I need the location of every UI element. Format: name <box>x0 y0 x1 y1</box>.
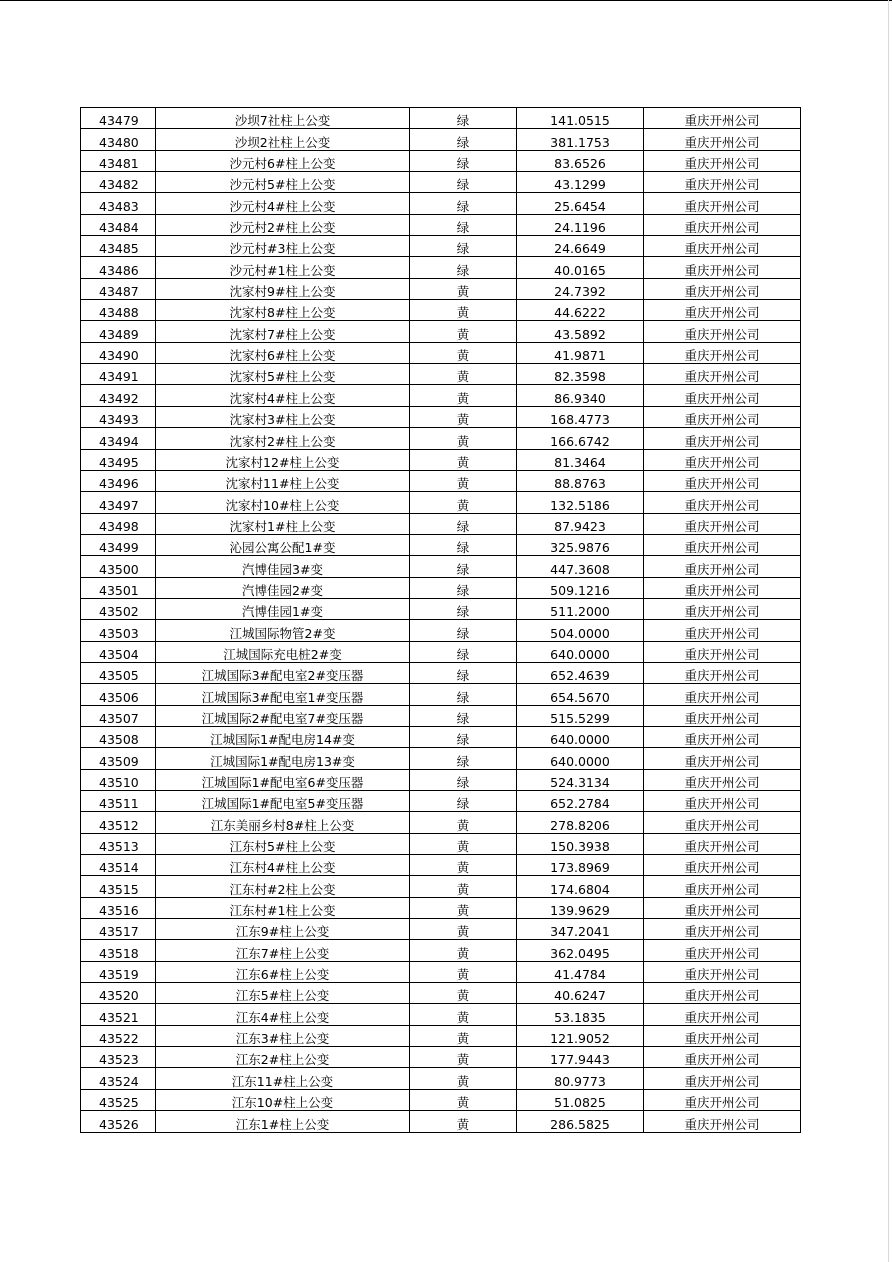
table-row <box>81 534 801 555</box>
company-cell: 重庆开州公司 <box>644 1004 801 1025</box>
table-row <box>81 812 801 833</box>
table-row <box>81 1068 801 1089</box>
row-id-cell: 43495 <box>81 449 156 470</box>
table-row <box>81 876 801 897</box>
name-cell: 沈家村7#柱上公变 <box>156 321 410 342</box>
row-id-cell: 43498 <box>81 513 156 534</box>
row-id-cell: 43510 <box>81 769 156 790</box>
value-cell: 53.1835 <box>517 1004 644 1025</box>
value-cell: 381.1753 <box>517 129 644 150</box>
status-cell: 绿 <box>410 705 517 726</box>
company-cell: 重庆开州公司 <box>644 983 801 1004</box>
row-id-cell: 43499 <box>81 534 156 555</box>
company-cell: 重庆开州公司 <box>644 150 801 171</box>
name-cell: 江东11#柱上公变 <box>156 1068 410 1089</box>
table-row <box>81 556 801 577</box>
name-cell: 江东10#柱上公变 <box>156 1089 410 1110</box>
value-cell: 83.6526 <box>517 150 644 171</box>
value-cell: 80.9773 <box>517 1068 644 1089</box>
company-cell: 重庆开州公司 <box>644 855 801 876</box>
company-cell: 重庆开州公司 <box>644 791 801 812</box>
status-cell: 黄 <box>410 428 517 449</box>
table-row <box>81 300 801 321</box>
value-cell: 141.0515 <box>517 108 644 129</box>
name-cell: 沙坝7社柱上公变 <box>156 108 410 129</box>
row-id-cell: 43484 <box>81 214 156 235</box>
company-cell: 重庆开州公司 <box>644 214 801 235</box>
table-row <box>81 342 801 363</box>
value-cell: 24.1196 <box>517 214 644 235</box>
name-cell: 江东美丽乡村8#柱上公变 <box>156 812 410 833</box>
name-cell: 沈家村3#柱上公变 <box>156 406 410 427</box>
row-id-cell: 43483 <box>81 193 156 214</box>
name-cell: 沈家村6#柱上公变 <box>156 342 410 363</box>
company-cell: 重庆开州公司 <box>644 278 801 299</box>
row-id-cell: 43518 <box>81 940 156 961</box>
value-cell: 81.3464 <box>517 449 644 470</box>
row-id-cell: 43490 <box>81 342 156 363</box>
table-row <box>81 492 801 513</box>
name-cell: 沙元村#3柱上公变 <box>156 236 410 257</box>
name-cell: 沈家村10#柱上公变 <box>156 492 410 513</box>
status-cell: 绿 <box>410 172 517 193</box>
row-id-cell: 43488 <box>81 300 156 321</box>
value-cell: 25.6454 <box>517 193 644 214</box>
name-cell: 江东4#柱上公变 <box>156 1004 410 1025</box>
row-id-cell: 43523 <box>81 1047 156 1068</box>
row-id-cell: 43481 <box>81 150 156 171</box>
company-cell: 重庆开州公司 <box>644 748 801 769</box>
name-cell: 沈家村5#柱上公变 <box>156 364 410 385</box>
row-id-cell: 43503 <box>81 620 156 641</box>
status-cell: 黄 <box>410 1004 517 1025</box>
value-cell: 640.0000 <box>517 641 644 662</box>
table-row <box>81 919 801 940</box>
table-row <box>81 1047 801 1068</box>
company-cell: 重庆开州公司 <box>644 1111 801 1132</box>
company-cell: 重庆开州公司 <box>644 577 801 598</box>
status-cell: 黄 <box>410 1089 517 1110</box>
company-cell: 重庆开州公司 <box>644 385 801 406</box>
value-cell: 652.4639 <box>517 662 644 683</box>
row-id-cell: 43525 <box>81 1089 156 1110</box>
value-cell: 347.2041 <box>517 919 644 940</box>
row-id-cell: 43516 <box>81 897 156 918</box>
table-row <box>81 833 801 854</box>
value-cell: 88.8763 <box>517 470 644 491</box>
name-cell: 江城国际3#配电室2#变压器 <box>156 662 410 683</box>
name-cell: 沙坝2社柱上公变 <box>156 129 410 150</box>
name-cell: 江东5#柱上公变 <box>156 983 410 1004</box>
name-cell: 江城国际物管2#变 <box>156 620 410 641</box>
status-cell: 黄 <box>410 983 517 1004</box>
row-id-cell: 43480 <box>81 129 156 150</box>
row-id-cell: 43482 <box>81 172 156 193</box>
company-cell: 重庆开州公司 <box>644 876 801 897</box>
table-row <box>81 193 801 214</box>
company-cell: 重庆开州公司 <box>644 193 801 214</box>
value-cell: 87.9423 <box>517 513 644 534</box>
company-cell: 重庆开州公司 <box>644 1089 801 1110</box>
table-row <box>81 321 801 342</box>
value-cell: 278.8206 <box>517 812 644 833</box>
value-cell: 325.9876 <box>517 534 644 555</box>
company-cell: 重庆开州公司 <box>644 513 801 534</box>
table-row <box>81 940 801 961</box>
status-cell: 绿 <box>410 513 517 534</box>
name-cell: 沈家村2#柱上公变 <box>156 428 410 449</box>
table-row <box>81 513 801 534</box>
row-id-cell: 43492 <box>81 385 156 406</box>
table-row <box>81 684 801 705</box>
row-id-cell: 43512 <box>81 812 156 833</box>
name-cell: 江东9#柱上公变 <box>156 919 410 940</box>
row-id-cell: 43509 <box>81 748 156 769</box>
company-cell: 重庆开州公司 <box>644 534 801 555</box>
company-cell: 重庆开州公司 <box>644 1025 801 1046</box>
status-cell: 黄 <box>410 492 517 513</box>
table-row <box>81 449 801 470</box>
value-cell: 41.9871 <box>517 342 644 363</box>
table-row <box>81 236 801 257</box>
value-cell: 139.9629 <box>517 897 644 918</box>
table-row <box>81 769 801 790</box>
value-cell: 168.4773 <box>517 406 644 427</box>
table-row <box>81 214 801 235</box>
value-cell: 640.0000 <box>517 748 644 769</box>
company-cell: 重庆开州公司 <box>644 620 801 641</box>
name-cell: 汽博佳园2#变 <box>156 577 410 598</box>
status-cell: 绿 <box>410 684 517 705</box>
company-cell: 重庆开州公司 <box>644 470 801 491</box>
row-id-cell: 43505 <box>81 662 156 683</box>
status-cell: 绿 <box>410 193 517 214</box>
table-row <box>81 108 801 129</box>
value-cell: 173.8969 <box>517 855 644 876</box>
value-cell: 362.0495 <box>517 940 644 961</box>
name-cell: 江东1#柱上公变 <box>156 1111 410 1132</box>
status-cell: 黄 <box>410 940 517 961</box>
company-cell: 重庆开州公司 <box>644 662 801 683</box>
table-row <box>81 364 801 385</box>
table-row <box>81 406 801 427</box>
row-id-cell: 43508 <box>81 726 156 747</box>
value-cell: 652.2784 <box>517 791 644 812</box>
name-cell: 江城国际1#配电室6#变压器 <box>156 769 410 790</box>
row-id-cell: 43500 <box>81 556 156 577</box>
name-cell: 沈家村8#柱上公变 <box>156 300 410 321</box>
status-cell: 黄 <box>410 385 517 406</box>
name-cell: 沈家村1#柱上公变 <box>156 513 410 534</box>
row-id-cell: 43487 <box>81 278 156 299</box>
status-cell: 黄 <box>410 897 517 918</box>
status-cell: 绿 <box>410 236 517 257</box>
status-cell: 绿 <box>410 791 517 812</box>
company-cell: 重庆开州公司 <box>644 428 801 449</box>
company-cell: 重庆开州公司 <box>644 342 801 363</box>
status-cell: 绿 <box>410 214 517 235</box>
status-cell: 黄 <box>410 321 517 342</box>
company-cell: 重庆开州公司 <box>644 129 801 150</box>
value-cell: 166.6742 <box>517 428 644 449</box>
company-cell: 重庆开州公司 <box>644 812 801 833</box>
name-cell: 江东村4#柱上公变 <box>156 855 410 876</box>
row-id-cell: 43494 <box>81 428 156 449</box>
row-id-cell: 43502 <box>81 598 156 619</box>
name-cell: 汽博佳园3#变 <box>156 556 410 577</box>
name-cell: 江东2#柱上公变 <box>156 1047 410 1068</box>
table-body <box>81 108 801 1133</box>
name-cell: 江东7#柱上公变 <box>156 940 410 961</box>
name-cell: 沈家村12#柱上公变 <box>156 449 410 470</box>
status-cell: 绿 <box>410 598 517 619</box>
company-cell: 重庆开州公司 <box>644 172 801 193</box>
status-cell: 绿 <box>410 748 517 769</box>
company-cell: 重庆开州公司 <box>644 300 801 321</box>
company-cell: 重庆开州公司 <box>644 684 801 705</box>
row-id-cell: 43486 <box>81 257 156 278</box>
table-row <box>81 1025 801 1046</box>
value-cell: 174.6804 <box>517 876 644 897</box>
name-cell: 江东6#柱上公变 <box>156 961 410 982</box>
company-cell: 重庆开州公司 <box>644 897 801 918</box>
company-cell: 重庆开州公司 <box>644 236 801 257</box>
value-cell: 511.2000 <box>517 598 644 619</box>
company-cell: 重庆开州公司 <box>644 1068 801 1089</box>
table-row <box>81 278 801 299</box>
table-row <box>81 855 801 876</box>
status-cell: 黄 <box>410 812 517 833</box>
name-cell: 江城国际1#配电室5#变压器 <box>156 791 410 812</box>
row-id-cell: 43521 <box>81 1004 156 1025</box>
table-row <box>81 662 801 683</box>
value-cell: 43.1299 <box>517 172 644 193</box>
company-cell: 重庆开州公司 <box>644 321 801 342</box>
company-cell: 重庆开州公司 <box>644 769 801 790</box>
status-cell: 黄 <box>410 919 517 940</box>
name-cell: 沙元村#1柱上公变 <box>156 257 410 278</box>
value-cell: 40.6247 <box>517 983 644 1004</box>
value-cell: 132.5186 <box>517 492 644 513</box>
row-id-cell: 43519 <box>81 961 156 982</box>
value-cell: 44.6222 <box>517 300 644 321</box>
company-cell: 重庆开州公司 <box>644 919 801 940</box>
company-cell: 重庆开州公司 <box>644 641 801 662</box>
company-cell: 重庆开州公司 <box>644 108 801 129</box>
name-cell: 江东3#柱上公变 <box>156 1025 410 1046</box>
table-row <box>81 598 801 619</box>
row-id-cell: 43507 <box>81 705 156 726</box>
value-cell: 447.3608 <box>517 556 644 577</box>
name-cell: 沈家村4#柱上公变 <box>156 385 410 406</box>
name-cell: 江城国际3#配电室1#变压器 <box>156 684 410 705</box>
value-cell: 515.5299 <box>517 705 644 726</box>
value-cell: 82.3598 <box>517 364 644 385</box>
name-cell: 沈家村11#柱上公变 <box>156 470 410 491</box>
value-cell: 24.6649 <box>517 236 644 257</box>
row-id-cell: 43520 <box>81 983 156 1004</box>
name-cell: 沙元村4#柱上公变 <box>156 193 410 214</box>
row-id-cell: 43514 <box>81 855 156 876</box>
status-cell: 黄 <box>410 406 517 427</box>
row-id-cell: 43513 <box>81 833 156 854</box>
status-cell: 黄 <box>410 278 517 299</box>
table-row <box>81 385 801 406</box>
company-cell: 重庆开州公司 <box>644 1047 801 1068</box>
data-table <box>80 107 801 1133</box>
table-row <box>81 726 801 747</box>
value-cell: 86.9340 <box>517 385 644 406</box>
name-cell: 江城国际1#配电房14#变 <box>156 726 410 747</box>
table-row <box>81 705 801 726</box>
status-cell: 黄 <box>410 470 517 491</box>
company-cell: 重庆开州公司 <box>644 364 801 385</box>
status-cell: 绿 <box>410 108 517 129</box>
name-cell: 沙元村5#柱上公变 <box>156 172 410 193</box>
row-id-cell: 43506 <box>81 684 156 705</box>
table-row <box>81 983 801 1004</box>
company-cell: 重庆开州公司 <box>644 705 801 726</box>
table-row <box>81 897 801 918</box>
status-cell: 黄 <box>410 961 517 982</box>
name-cell: 江城国际2#配电室7#变压器 <box>156 705 410 726</box>
value-cell: 24.7392 <box>517 278 644 299</box>
row-id-cell: 43504 <box>81 641 156 662</box>
status-cell: 黄 <box>410 1111 517 1132</box>
name-cell: 沙元村6#柱上公变 <box>156 150 410 171</box>
status-cell: 绿 <box>410 129 517 150</box>
status-cell: 绿 <box>410 577 517 598</box>
table-row <box>81 1004 801 1025</box>
status-cell: 绿 <box>410 534 517 555</box>
row-id-cell: 43479 <box>81 108 156 129</box>
table-row <box>81 641 801 662</box>
table-row <box>81 1089 801 1110</box>
table-row <box>81 748 801 769</box>
table-row <box>81 620 801 641</box>
table-row <box>81 1111 801 1132</box>
name-cell: 沙元村2#柱上公变 <box>156 214 410 235</box>
company-cell: 重庆开州公司 <box>644 492 801 513</box>
status-cell: 黄 <box>410 449 517 470</box>
company-cell: 重庆开州公司 <box>644 598 801 619</box>
value-cell: 504.0000 <box>517 620 644 641</box>
status-cell: 黄 <box>410 300 517 321</box>
table-row <box>81 428 801 449</box>
company-cell: 重庆开州公司 <box>644 833 801 854</box>
value-cell: 121.9052 <box>517 1025 644 1046</box>
status-cell: 黄 <box>410 1047 517 1068</box>
company-cell: 重庆开州公司 <box>644 940 801 961</box>
table-row <box>81 129 801 150</box>
company-cell: 重庆开州公司 <box>644 726 801 747</box>
page-right-edge <box>888 0 889 1262</box>
company-cell: 重庆开州公司 <box>644 257 801 278</box>
name-cell: 江城国际1#配电房13#变 <box>156 748 410 769</box>
table-row <box>81 791 801 812</box>
row-id-cell: 43501 <box>81 577 156 598</box>
status-cell: 绿 <box>410 556 517 577</box>
name-cell: 沈家村9#柱上公变 <box>156 278 410 299</box>
row-id-cell: 43497 <box>81 492 156 513</box>
status-cell: 绿 <box>410 769 517 790</box>
status-cell: 黄 <box>410 1025 517 1046</box>
value-cell: 509.1216 <box>517 577 644 598</box>
table-row <box>81 257 801 278</box>
company-cell: 重庆开州公司 <box>644 961 801 982</box>
status-cell: 黄 <box>410 833 517 854</box>
row-id-cell: 43491 <box>81 364 156 385</box>
status-cell: 绿 <box>410 662 517 683</box>
company-cell: 重庆开州公司 <box>644 406 801 427</box>
status-cell: 绿 <box>410 257 517 278</box>
status-cell: 绿 <box>410 620 517 641</box>
value-cell: 51.0825 <box>517 1089 644 1110</box>
value-cell: 640.0000 <box>517 726 644 747</box>
status-cell: 黄 <box>410 364 517 385</box>
row-id-cell: 43511 <box>81 791 156 812</box>
status-cell: 黄 <box>410 342 517 363</box>
row-id-cell: 43524 <box>81 1068 156 1089</box>
name-cell: 江东村#1柱上公变 <box>156 897 410 918</box>
row-id-cell: 43485 <box>81 236 156 257</box>
row-id-cell: 43496 <box>81 470 156 491</box>
row-id-cell: 43522 <box>81 1025 156 1046</box>
value-cell: 43.5892 <box>517 321 644 342</box>
table-row <box>81 470 801 491</box>
company-cell: 重庆开州公司 <box>644 449 801 470</box>
status-cell: 绿 <box>410 641 517 662</box>
page-top-border <box>0 0 892 1</box>
company-cell: 重庆开州公司 <box>644 556 801 577</box>
value-cell: 40.0165 <box>517 257 644 278</box>
table-row <box>81 577 801 598</box>
name-cell: 江东村5#柱上公变 <box>156 833 410 854</box>
value-cell: 654.5670 <box>517 684 644 705</box>
name-cell: 沁园公寓公配1#变 <box>156 534 410 555</box>
row-id-cell: 43517 <box>81 919 156 940</box>
table-row <box>81 961 801 982</box>
value-cell: 150.3938 <box>517 833 644 854</box>
name-cell: 江城国际充电桩2#变 <box>156 641 410 662</box>
status-cell: 绿 <box>410 150 517 171</box>
value-cell: 177.9443 <box>517 1047 644 1068</box>
row-id-cell: 43493 <box>81 406 156 427</box>
table-row <box>81 172 801 193</box>
row-id-cell: 43489 <box>81 321 156 342</box>
status-cell: 黄 <box>410 1068 517 1089</box>
value-cell: 41.4784 <box>517 961 644 982</box>
row-id-cell: 43526 <box>81 1111 156 1132</box>
name-cell: 汽博佳园1#变 <box>156 598 410 619</box>
name-cell: 江东村#2柱上公变 <box>156 876 410 897</box>
value-cell: 286.5825 <box>517 1111 644 1132</box>
row-id-cell: 43515 <box>81 876 156 897</box>
status-cell: 绿 <box>410 726 517 747</box>
value-cell: 524.3134 <box>517 769 644 790</box>
status-cell: 黄 <box>410 855 517 876</box>
table-row <box>81 150 801 171</box>
status-cell: 黄 <box>410 876 517 897</box>
